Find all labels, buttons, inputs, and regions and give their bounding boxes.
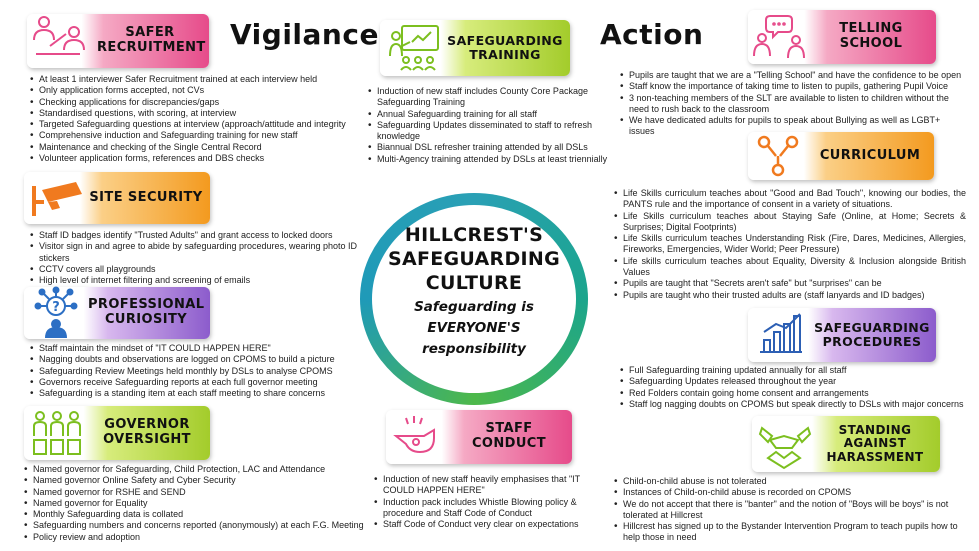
list-item: • Induction pack includes Whistle Blowing policy & procedure and Staff Code of Conduct bbox=[374, 497, 612, 520]
list-telling-school bbox=[620, 70, 968, 138]
branching-icon bbox=[756, 134, 802, 178]
list-item: • Induction of new staff includes County Core Package Safeguarding Training bbox=[368, 86, 613, 109]
title-line: CURIOSITY bbox=[104, 312, 188, 327]
list-item: • Pupils are taught that "Secrets aren't safe" but "surprises" can be bbox=[614, 278, 966, 289]
list-item: • Maintenance and checking of the Single Central Record bbox=[30, 142, 365, 153]
title-line: TELLING bbox=[839, 21, 903, 37]
list-staff-conduct bbox=[374, 474, 612, 530]
center-subtitle-line: EVERYONE'S bbox=[427, 320, 521, 336]
center-circle bbox=[360, 193, 588, 405]
bar-chart-icon bbox=[758, 310, 804, 356]
title-line: SITE SECURITY bbox=[89, 189, 203, 205]
list-item: • Staff maintain the mindset of "IT COULD HAPPEN HERE" bbox=[30, 343, 360, 354]
list-item: • Staff Code of Conduct very clear on expectations bbox=[374, 519, 612, 530]
list-item: • Visitor sign in and agree to abide by safeguarding procedures, wearing photo ID stickers bbox=[30, 241, 360, 264]
cctv-camera-icon bbox=[30, 180, 84, 220]
heading-vigilance: Vigilance bbox=[230, 18, 379, 51]
list-item: • Life Skills curriculum teaches about "Good and Bad Touch", knowing our bodies, the PANTS rule and the importance of consent in a variety of situations. bbox=[614, 188, 966, 211]
list-item: • Safeguarding Updates released throughout the year bbox=[620, 376, 970, 387]
list-item: • Child-on-child abuse is not tolerated bbox=[614, 476, 964, 487]
title-line: HARASSMENT bbox=[826, 449, 924, 464]
conversation-icon bbox=[752, 12, 808, 64]
title-line: TRAINING bbox=[469, 47, 541, 62]
list-item: • Monthly Safeguarding data is collated bbox=[24, 509, 369, 520]
list-item: • Safeguarding Updates disseminated to staff to refresh knowledge bbox=[368, 120, 613, 143]
list-item: • Safeguarding Review Meetings held monthly by DSLs to analyse CPOMS bbox=[30, 366, 360, 377]
list-item: • Named governor for Equality bbox=[24, 498, 369, 509]
list-item: • We have dedicated adults for pupils to speak about Bullying as well as LGBT+ issues bbox=[620, 115, 968, 138]
list-item: • 3 non-teaching members of the SLT are available to listen to children without the need to rush back to the classroom bbox=[620, 93, 968, 116]
governors-icon bbox=[30, 408, 84, 458]
list-professional-curiosity bbox=[30, 343, 360, 399]
list-item: • Named governor for Safeguarding, Child Protection, LAC and Attendance bbox=[24, 464, 369, 475]
list-item: • High level of internet filtering and screening of emails bbox=[30, 275, 360, 286]
list-item: • Targeted Safeguarding questions at interview (approach/attitude and integrity bbox=[30, 119, 365, 130]
list-safer-recruitment bbox=[30, 74, 365, 164]
list-item: • Annual Safeguarding training for all staff bbox=[368, 109, 613, 120]
title-line: SAFEGUARDING bbox=[814, 319, 930, 335]
center-title-line: CULTURE bbox=[425, 272, 523, 294]
title-line: SAFER bbox=[125, 25, 175, 41]
list-item: • Staff ID badges identify "Trusted Adults" and grant access to locked doors bbox=[30, 230, 360, 241]
list-item: • CCTV covers all playgrounds bbox=[30, 264, 360, 275]
center-subtitle-line: responsibility bbox=[422, 341, 526, 357]
title-line: SCHOOL bbox=[839, 36, 903, 51]
list-curriculum bbox=[614, 188, 966, 301]
list-item: • Only application forms accepted, not CVs bbox=[30, 85, 365, 96]
list-safeguarding-training bbox=[368, 86, 613, 165]
list-standing-against-harassment bbox=[614, 476, 964, 544]
list-item: • Nagging doubts and observations are logged on CPOMS to build a picture bbox=[30, 354, 360, 365]
list-item: • Hillcrest has signed up to the Bystander Intervention Program to teach pupils how to help those in need bbox=[614, 521, 964, 544]
list-item: • Multi-Agency training attended by DSLs at least triennially bbox=[368, 154, 613, 165]
list-item: • Named governor Online Safety and Cyber Security bbox=[24, 475, 369, 486]
title-line: AGAINST bbox=[843, 436, 907, 451]
list-item: • Full Safeguarding training updated annually for all staff bbox=[620, 365, 970, 376]
center-subtitle bbox=[360, 297, 588, 360]
svg-text:?: ? bbox=[52, 300, 60, 315]
title-line: STANDING bbox=[838, 422, 912, 437]
whistle-icon bbox=[392, 414, 446, 460]
list-item: • Checking applications for discrepancies/gaps bbox=[30, 97, 365, 108]
list-item: • Instances of Child-on-child abuse is recorded on CPOMS bbox=[614, 487, 964, 498]
question-network-icon bbox=[32, 286, 80, 338]
list-item: • Life skills curriculum teaches about Equality, Diversity & Inclusion alongside British Values bbox=[614, 256, 966, 279]
list-site-security bbox=[30, 230, 360, 286]
list-item: • Life Skills curriculum teaches about Staying Safe (Online, at Home; Secrets & Surprises; Digital Footprints) bbox=[614, 211, 966, 234]
list-item: • Pupils are taught that we are a "Telling School" and have the confidence to be open bbox=[620, 70, 968, 81]
title-line: RECRUITMENT bbox=[97, 40, 206, 55]
list-item: • Staff log nagging doubts on CPOMS but speak directly to DSLs with major concerns bbox=[620, 399, 970, 410]
center-title bbox=[360, 223, 588, 295]
title-line: CONDUCT bbox=[471, 436, 547, 451]
title-line: PROFESSIONAL bbox=[88, 297, 205, 313]
title-line: GOVERNOR bbox=[104, 417, 190, 433]
title-line: SAFEGUARDING bbox=[447, 32, 563, 48]
list-item: • Standardised questions, with scoring, at interview bbox=[30, 108, 365, 119]
list-item: • We do not accept that there is "banter" and the notion of "Boys will be boys" is not tolerated at Hillcrest bbox=[614, 499, 964, 522]
list-item: • Life Skills curriculum teaches Understanding Risk (Fire, Dares, Medicines, Allergies, Fireworks, Emergencies, Wider World; Peer Pressure) bbox=[614, 233, 966, 256]
center-title-line: HILLCREST'S bbox=[404, 224, 544, 246]
list-item: • Comprehensive induction and Safeguarding training for new staff bbox=[30, 130, 365, 141]
title-line: OVERSIGHT bbox=[103, 432, 191, 447]
list-safeguarding-procedures bbox=[620, 365, 970, 410]
center-title-line: SAFEGUARDING bbox=[387, 248, 561, 270]
list-item: • Staff know the importance of taking time to listen to pupils, gathering Pupil Voice bbox=[620, 81, 968, 92]
title-line: CURRICULUM bbox=[819, 147, 921, 163]
list-item: • Policy review and adoption bbox=[24, 532, 369, 543]
list-item: • Volunteer application forms, references and DBS checks bbox=[30, 153, 365, 164]
heading-action: Action bbox=[600, 18, 704, 51]
list-item: • Governors receive Safeguarding reports at each full governor meeting bbox=[30, 377, 360, 388]
title-line: STAFF bbox=[485, 421, 533, 437]
list-item: • Safeguarding numbers and concerns reported (anonymously) at each F.G. Meeting bbox=[24, 520, 369, 531]
list-governor-oversight bbox=[24, 464, 369, 543]
list-item: • Pupils are taught who their trusted adults are (staff lanyards and ID badges) bbox=[614, 290, 966, 301]
joined-hands-icon bbox=[758, 418, 812, 470]
center-subtitle-line: Safeguarding is bbox=[414, 299, 534, 315]
list-item: • Induction of new staff heavily emphasises that "IT COULD HAPPEN HERE" bbox=[374, 474, 612, 497]
title-line: PROCEDURES bbox=[822, 334, 922, 349]
list-item: • Biannual DSL refresher training attended by all DSLs bbox=[368, 142, 613, 153]
list-item: • Named governor for RSHE and SEND bbox=[24, 487, 369, 498]
list-item: • Safeguarding is a standing item at each staff meeting to share concerns bbox=[30, 388, 360, 399]
list-item: • Red Folders contain going home consent and arrangements bbox=[620, 388, 970, 399]
presentation-icon bbox=[388, 22, 444, 74]
list-item: • At least 1 interviewer Safer Recruitment trained at each interview held bbox=[30, 74, 365, 85]
interview-icon bbox=[30, 14, 86, 66]
